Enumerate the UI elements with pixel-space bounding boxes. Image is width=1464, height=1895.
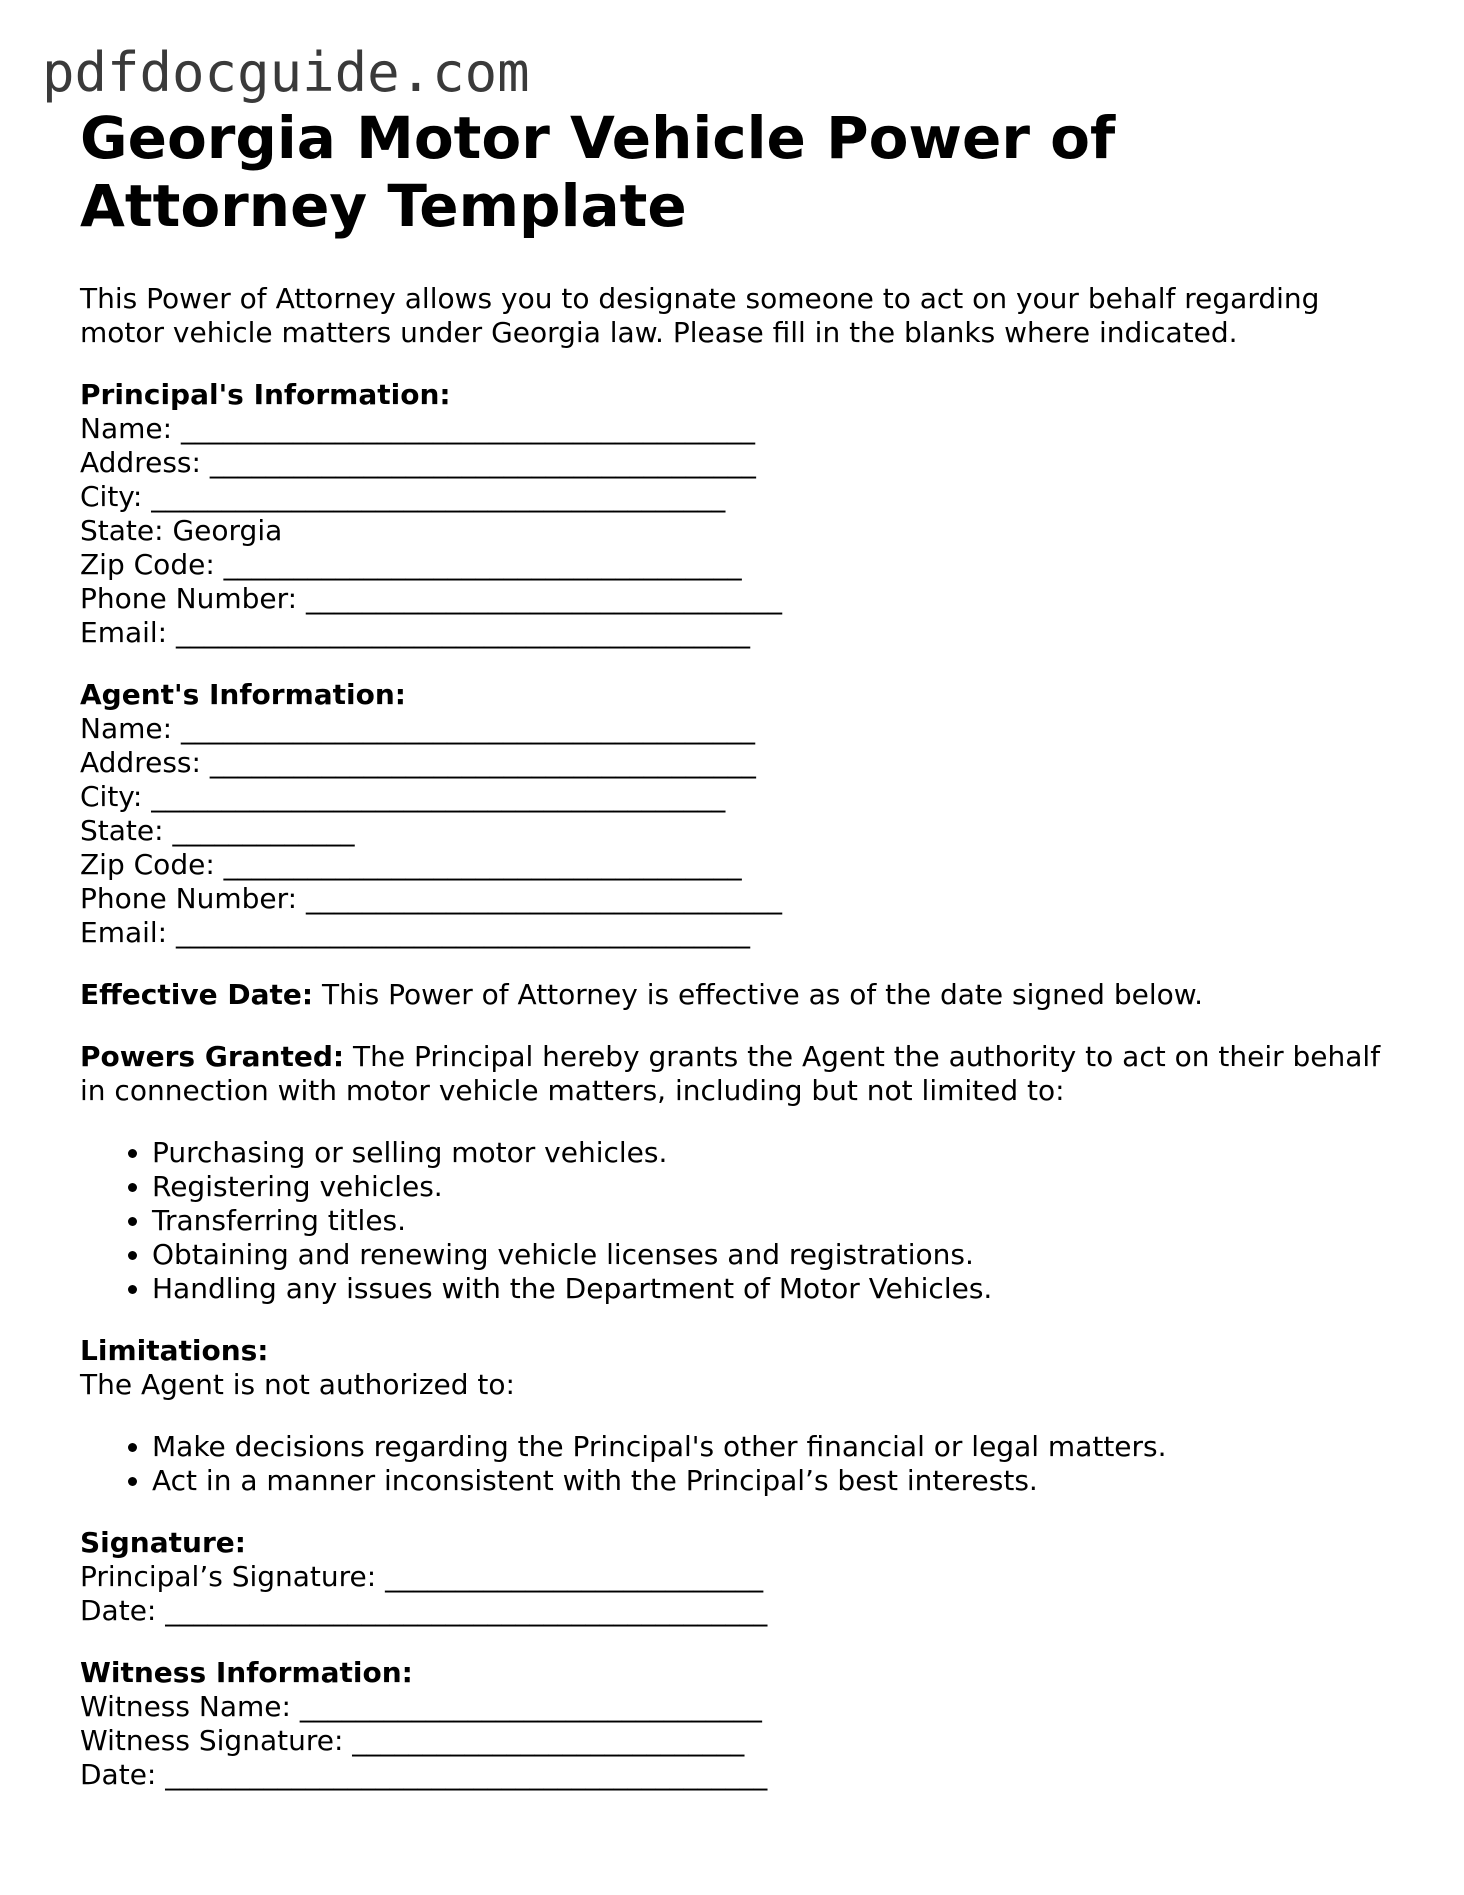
principal-name-field[interactable]: [80, 412, 1400, 446]
agent-zip-field[interactable]: [80, 848, 1400, 882]
field-label: State:: [80, 814, 164, 847]
list-item: • Act in a manner inconsistent with the Principal’s best interests.: [152, 1464, 1400, 1498]
blank-line: _________________________________________: [180, 712, 755, 745]
powers-list: [80, 1136, 1400, 1306]
watermark: pdfdocguide.com: [42, 41, 530, 104]
blank-line: _________________________________: [299, 1690, 762, 1723]
field-label: Email:: [80, 616, 168, 649]
blank-line: _________________________________________: [151, 480, 726, 513]
effective-date-paragraph: [80, 978, 1400, 1012]
field-value: Georgia: [172, 514, 283, 547]
principal-address-field[interactable]: [80, 446, 1400, 480]
document-page: [80, 104, 1400, 1792]
blank-line: __________________________________: [305, 582, 782, 615]
blank-line: ___________________________: [385, 1560, 764, 1593]
blank-line: _______________________________________: [209, 746, 756, 779]
witness-name-field[interactable]: [80, 1690, 1400, 1724]
field-label: Witness Signature:: [80, 1724, 344, 1757]
agent-phone-field[interactable]: [80, 882, 1400, 916]
blank-line: _____________: [172, 814, 355, 847]
blank-line: _____________________________________: [223, 548, 742, 581]
limitations-heading: Limitations:: [80, 1334, 269, 1367]
signature-date-field[interactable]: [80, 1594, 1400, 1628]
field-label: State:: [80, 514, 164, 547]
principal-state-field: [80, 514, 1400, 548]
blank-line: __________________________________: [305, 882, 782, 915]
blank-line: ____________________________: [352, 1724, 745, 1757]
field-label: City:: [80, 480, 143, 513]
field-label: Principal’s Signature:: [80, 1560, 377, 1593]
blank-line: ___________________________________________: [165, 1758, 768, 1791]
agent-heading: Agent's Information:: [80, 678, 407, 711]
principal-zip-field[interactable]: [80, 548, 1400, 582]
field-label: Zip Code:: [80, 848, 215, 881]
blank-line: _________________________________________: [180, 412, 755, 445]
signature-heading: Signature:: [80, 1526, 246, 1559]
agent-address-field[interactable]: [80, 746, 1400, 780]
principal-section: [80, 378, 1400, 650]
witness-date-field[interactable]: [80, 1758, 1400, 1792]
limitations-list: [80, 1430, 1400, 1498]
powers-granted-paragraph: [80, 1040, 1400, 1108]
agent-section: [80, 678, 1400, 950]
field-label: Phone Number:: [80, 882, 298, 915]
witness-signature-field[interactable]: [80, 1724, 1400, 1758]
powers-granted-text: The Principal hereby grants the Agent the authority to act on their behalf in connection with motor vehicle matters, including but not limited to:: [80, 1040, 1381, 1107]
principal-phone-field[interactable]: [80, 582, 1400, 616]
agent-email-field[interactable]: [80, 916, 1400, 950]
agent-state-field[interactable]: [80, 814, 1400, 848]
agent-city-field[interactable]: [80, 780, 1400, 814]
intro-paragraph: This Power of Attorney allows you to designate someone to act on your behalf regarding motor vehicle matters under Georgia law. Please fill in the blanks where indicated.: [80, 282, 1320, 349]
field-label: Zip Code:: [80, 548, 215, 581]
field-label: Phone Number:: [80, 582, 298, 615]
list-item: • Registering vehicles.: [152, 1170, 1400, 1204]
effective-date-label: Effective Date:: [80, 978, 314, 1011]
list-item: • Obtaining and renewing vehicle licenses and registrations.: [152, 1238, 1400, 1272]
field-label: Email:: [80, 916, 168, 949]
blank-line: _______________________________________: [209, 446, 756, 479]
limitations-section: [80, 1334, 1400, 1402]
blank-line: _____________________________________: [223, 848, 742, 881]
list-item: • Transferring titles.: [152, 1204, 1400, 1238]
blank-line: _________________________________________: [176, 616, 751, 649]
witness-heading: Witness Information:: [80, 1656, 413, 1689]
effective-date-text: This Power of Attorney is effective as of the date signed below.: [313, 978, 1203, 1011]
field-label: Address:: [80, 446, 201, 479]
field-label: Witness Name:: [80, 1690, 291, 1723]
agent-name-field[interactable]: [80, 712, 1400, 746]
field-label: Name:: [80, 412, 173, 445]
witness-section: [80, 1656, 1400, 1792]
blank-line: ___________________________________________: [165, 1594, 768, 1627]
field-label: Date:: [80, 1758, 157, 1791]
list-item: • Make decisions regarding the Principal's other financial or legal matters.: [152, 1430, 1400, 1464]
powers-granted-label: Powers Granted:: [80, 1040, 345, 1073]
field-label: Name:: [80, 712, 173, 745]
page-title: Georgia Motor Vehicle Power of Attorney Template: [80, 104, 1116, 240]
blank-line: _________________________________________: [151, 780, 726, 813]
signature-section: [80, 1526, 1400, 1628]
field-label: Date:: [80, 1594, 157, 1627]
field-label: City:: [80, 780, 143, 813]
principal-city-field[interactable]: [80, 480, 1400, 514]
field-label: Address:: [80, 746, 201, 779]
principal-heading: Principal's Information:: [80, 378, 451, 411]
list-item: • Purchasing or selling motor vehicles.: [152, 1136, 1400, 1170]
principal-email-field[interactable]: [80, 616, 1400, 650]
principal-signature-field[interactable]: [80, 1560, 1400, 1594]
limitations-text: The Agent is not authorized to:: [80, 1368, 515, 1401]
list-item: • Handling any issues with the Department of Motor Vehicles.: [152, 1272, 1400, 1306]
blank-line: _________________________________________: [176, 916, 751, 949]
